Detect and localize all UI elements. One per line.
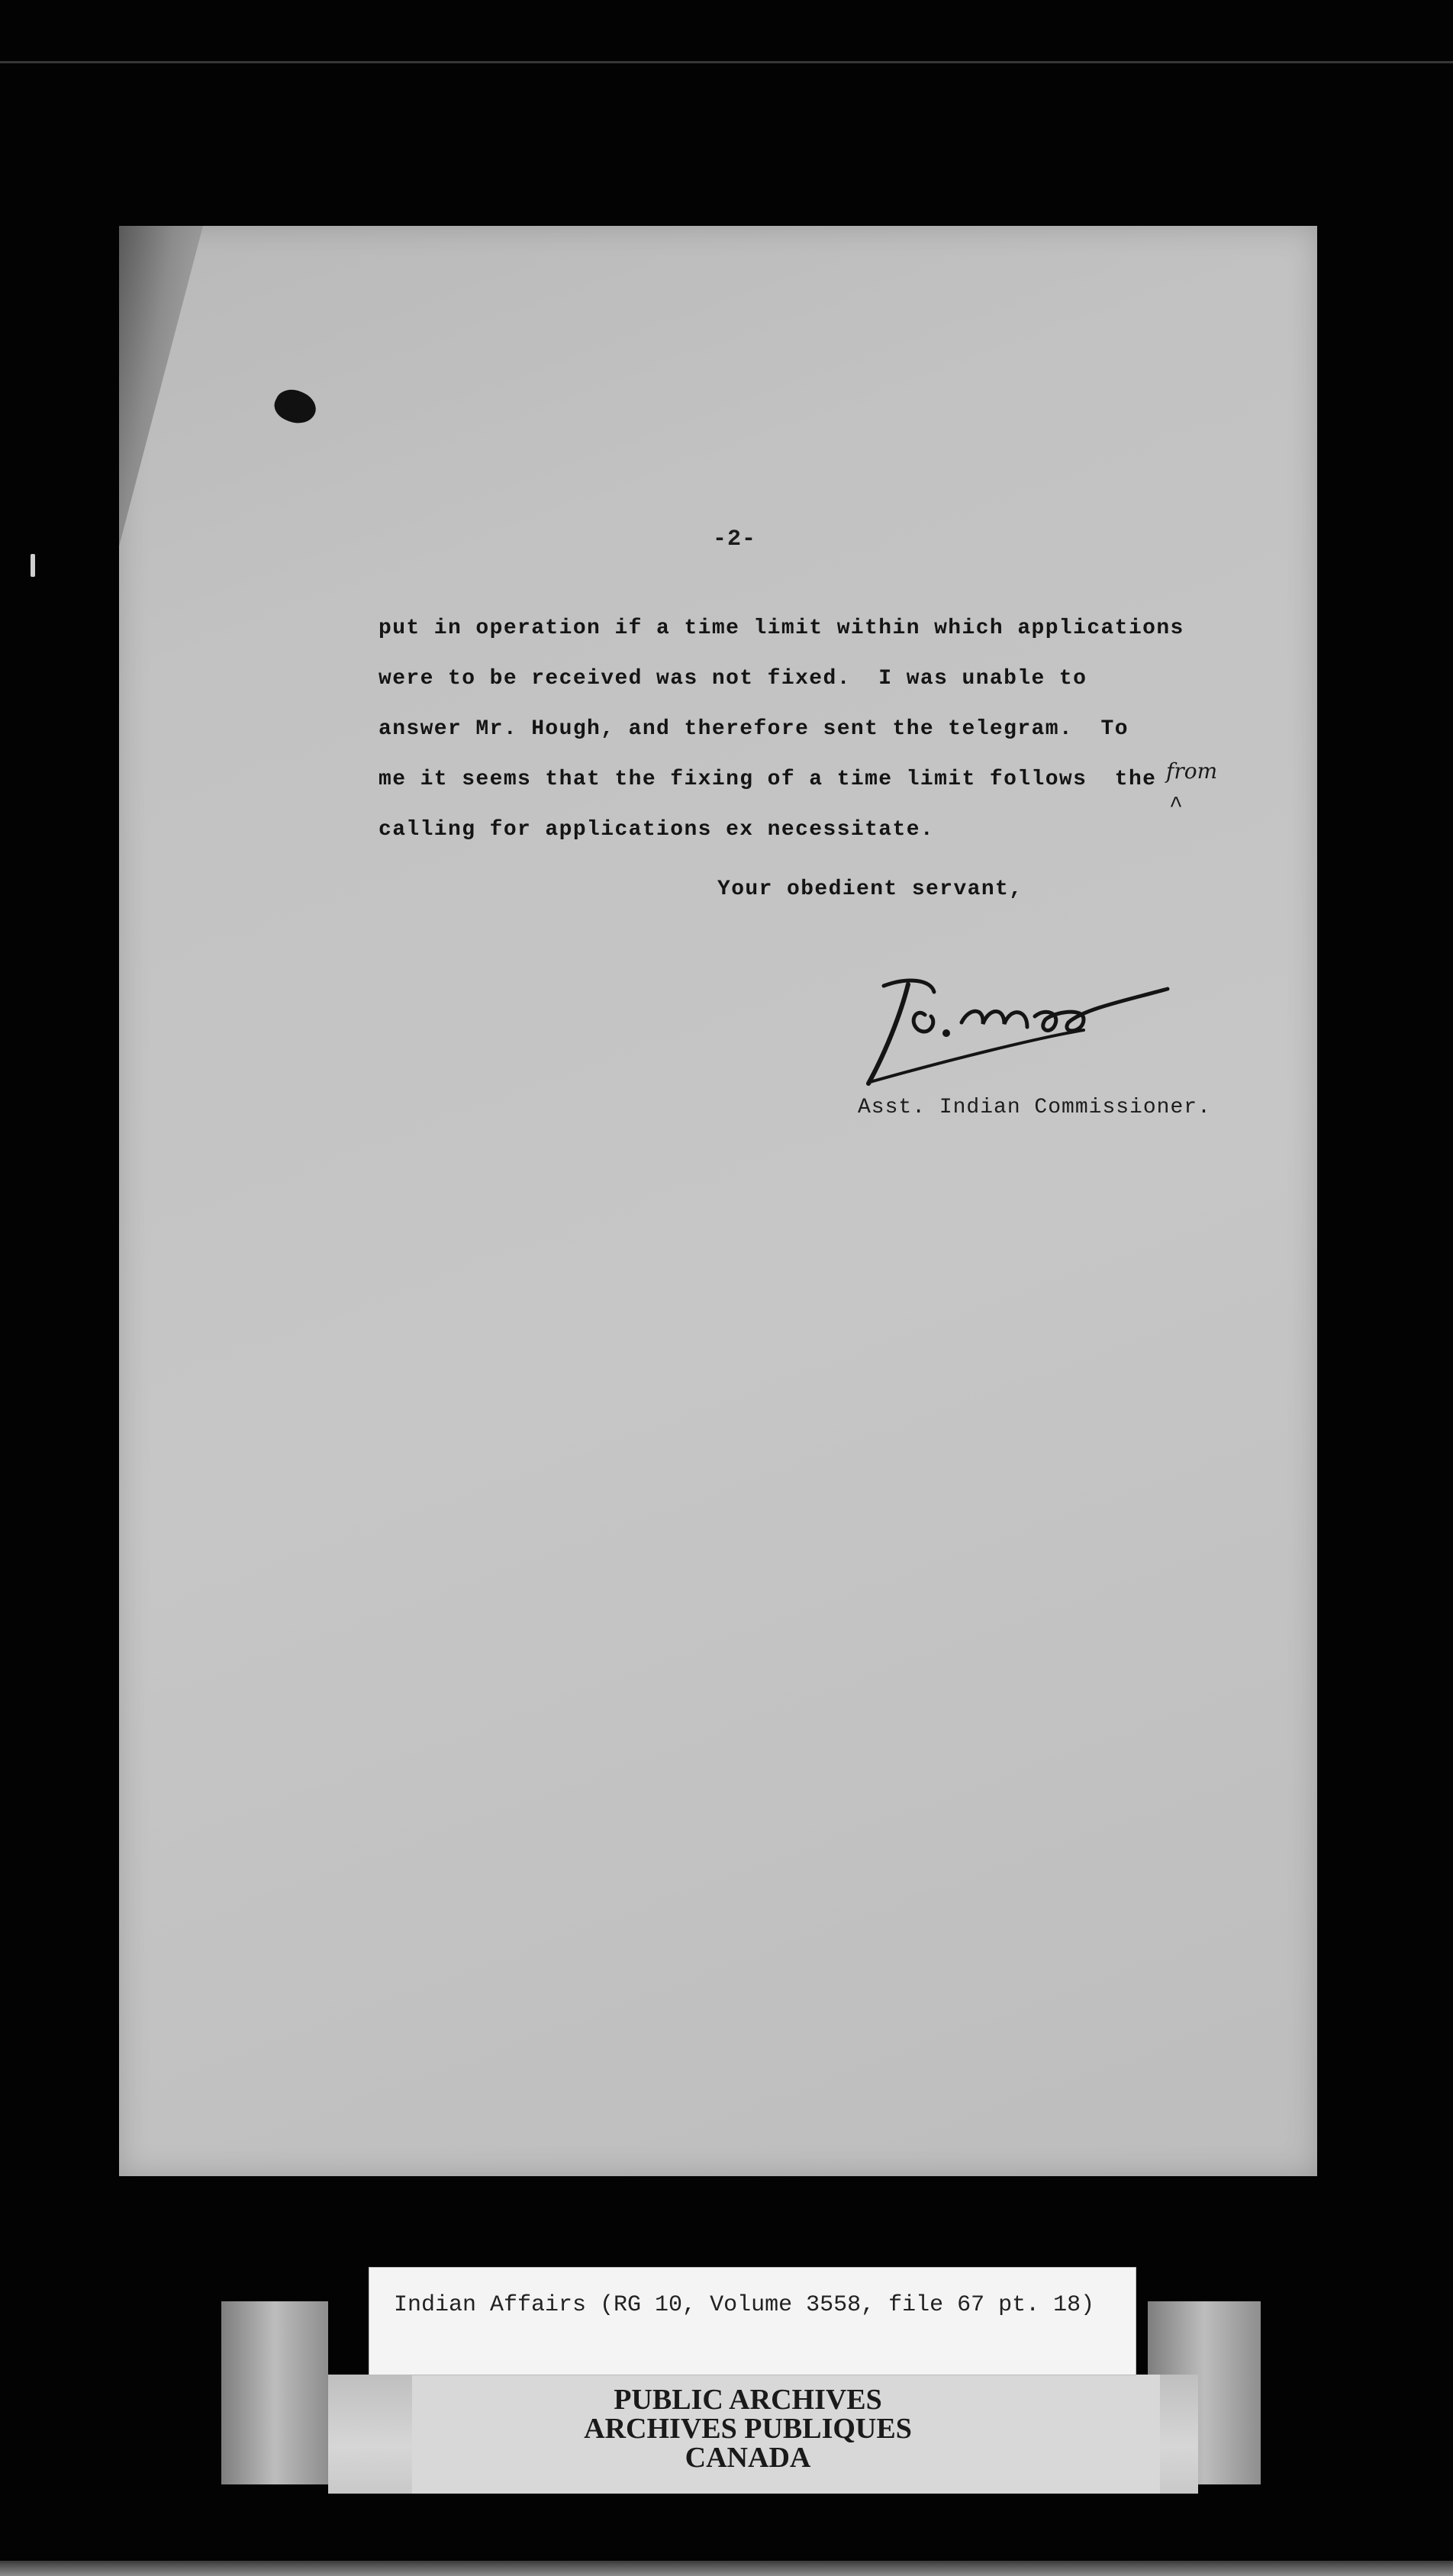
archives-stamp-line: ARCHIVES PUBLIQUES xyxy=(584,2413,912,2445)
reference-card xyxy=(369,2268,1136,2375)
body-line: calling for applications ex necessitate. xyxy=(379,818,935,842)
body-line: put in operation if a time limit within which applications xyxy=(379,617,1184,640)
body-line: were to be received was not fixed. I was unable to xyxy=(379,667,1087,691)
signatory-title: Asst. Indian Commissioner. xyxy=(858,1096,1211,1119)
archive-reference: Indian Affairs (RG 10, Volume 3558, file 67 pt. 18) xyxy=(394,2292,1095,2318)
page-number: -2- xyxy=(713,526,757,552)
body-line: answer Mr. Hough, and therefore sent the telegram. To xyxy=(379,717,1129,741)
handwritten-signature xyxy=(855,969,1183,1099)
film-bottom-edge xyxy=(0,2561,1453,2576)
archives-stamp xyxy=(534,2385,962,2472)
film-edge-mark xyxy=(31,554,35,577)
body-line: me it seems that the fixing of a time limit follows the xyxy=(379,768,1157,791)
closing-line: Your obedient servant, xyxy=(717,877,1023,901)
film-frame-line xyxy=(0,61,1453,63)
insertion-caret: ^ xyxy=(1169,794,1184,819)
letter-body xyxy=(379,617,1279,868)
document-page xyxy=(119,226,1317,2176)
handwritten-insert: from xyxy=(1166,758,1218,784)
label-holder-left xyxy=(221,2301,328,2484)
archives-stamp-line: CANADA xyxy=(685,2442,811,2474)
archives-stamp-line: PUBLIC ARCHIVES xyxy=(614,2384,882,2416)
